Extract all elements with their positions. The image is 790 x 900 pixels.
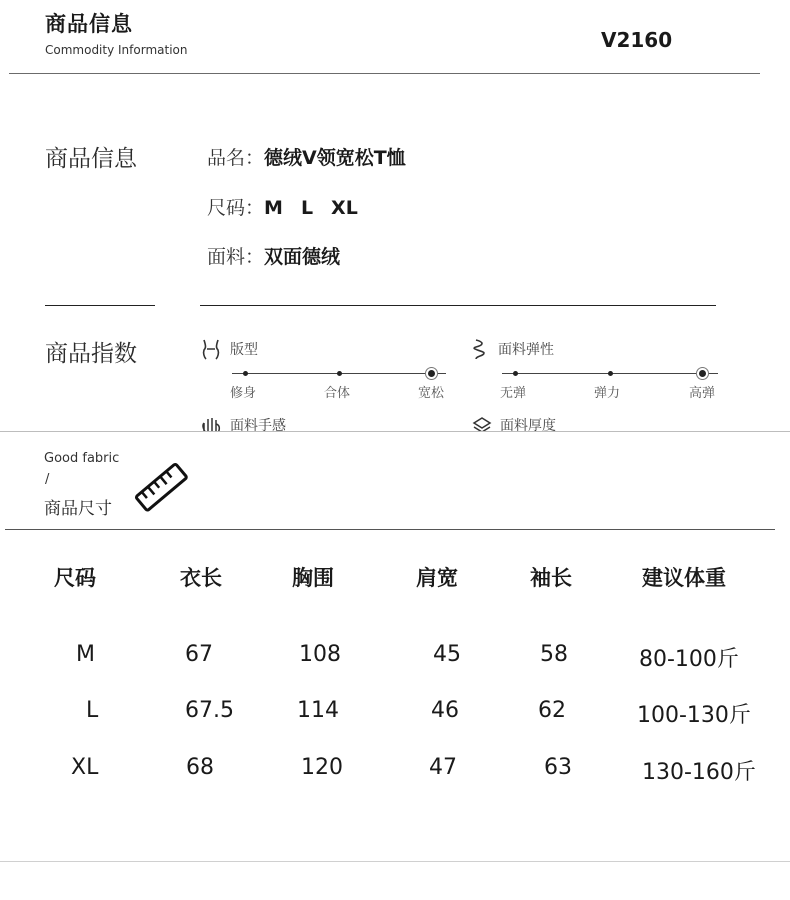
section-divider-left bbox=[45, 305, 155, 306]
table-cell: 68 bbox=[186, 755, 214, 780]
fit-tick: 宽松 bbox=[418, 386, 445, 401]
spring-icon bbox=[470, 338, 490, 360]
table-bottom-rule bbox=[0, 861, 790, 862]
table-cell: 130-160斤 bbox=[642, 760, 756, 785]
elasticity-scale-selected-dot bbox=[699, 370, 706, 377]
header-title: 商品信息 bbox=[45, 12, 133, 36]
fabric-value: 双面德绒 bbox=[264, 246, 341, 268]
table-cell: 62 bbox=[538, 698, 566, 723]
table-cell: 46 bbox=[431, 698, 459, 723]
table-cell: 108 bbox=[299, 642, 341, 667]
table-cell: 67 bbox=[185, 642, 213, 667]
table-cell: L bbox=[86, 698, 99, 723]
info-row-fabric bbox=[207, 242, 340, 269]
thickness-title: 面料厚度 bbox=[500, 418, 556, 431]
info-key: 面料： bbox=[207, 246, 265, 268]
table-cell: 58 bbox=[540, 642, 568, 667]
elasticity-tick: 弹力 bbox=[594, 386, 621, 401]
table-header: 胸围 bbox=[292, 566, 334, 590]
table-header: 建议体重 bbox=[642, 566, 726, 590]
section-divider-full bbox=[0, 431, 790, 432]
index-section-label: 商品指数 bbox=[45, 341, 137, 367]
size-section-title: 商品尺寸 bbox=[44, 499, 112, 519]
layers-icon bbox=[472, 416, 492, 431]
info-key: 品名： bbox=[207, 147, 265, 169]
table-cell: 63 bbox=[544, 755, 572, 780]
info-row-name bbox=[207, 143, 406, 170]
table-header: 尺码 bbox=[54, 566, 96, 590]
table-cell: 47 bbox=[429, 755, 457, 780]
elasticity-tick: 高弹 bbox=[689, 386, 716, 401]
fit-scale-dot bbox=[337, 371, 342, 376]
elasticity-scale-dot bbox=[608, 371, 613, 376]
table-cell: 100-130斤 bbox=[637, 703, 751, 728]
table-header: 肩宽 bbox=[416, 566, 458, 590]
info-row-size bbox=[207, 193, 376, 220]
body-shape-icon bbox=[200, 338, 222, 360]
table-cell: 120 bbox=[301, 755, 343, 780]
info-key: 尺码： bbox=[207, 197, 265, 219]
fit-heading bbox=[200, 338, 258, 360]
fit-tick: 修身 bbox=[230, 386, 257, 401]
fit-title: 版型 bbox=[230, 342, 258, 358]
product-name: 德绒V领宽松T恤 bbox=[264, 147, 406, 169]
table-cell: XL bbox=[71, 755, 99, 780]
good-fabric-label: Good fabric bbox=[44, 451, 120, 466]
table-cell: 67.5 bbox=[185, 698, 234, 723]
hand-icon bbox=[200, 415, 222, 431]
feel-title: 面料手感 bbox=[230, 418, 286, 431]
fit-tick: 合体 bbox=[324, 386, 351, 401]
size-option: L bbox=[300, 197, 314, 219]
elasticity-tick: 无弹 bbox=[500, 386, 527, 401]
header-subtitle: Commodity Information bbox=[45, 43, 188, 57]
elasticity-scale-dot bbox=[513, 371, 518, 376]
fit-scale-selected-dot bbox=[428, 370, 435, 377]
size-option: M bbox=[264, 197, 283, 219]
table-top-rule bbox=[5, 529, 775, 530]
elasticity-heading bbox=[470, 338, 554, 360]
table-cell: 45 bbox=[433, 642, 461, 667]
table-header: 衣长 bbox=[180, 566, 222, 590]
table-cell: 114 bbox=[297, 698, 339, 723]
fit-scale-dot bbox=[243, 371, 248, 376]
index-cutoff-row bbox=[0, 413, 790, 431]
table-cell: 80-100斤 bbox=[639, 647, 739, 672]
section-divider-right bbox=[200, 305, 716, 306]
size-options bbox=[264, 197, 376, 219]
table-cell: M bbox=[76, 642, 95, 667]
elasticity-title: 面料弹性 bbox=[498, 342, 554, 358]
feel-heading bbox=[200, 415, 286, 431]
header-divider bbox=[9, 73, 760, 74]
ruler-icon bbox=[132, 458, 192, 518]
product-code: V2160 bbox=[601, 28, 673, 52]
table-header: 袖长 bbox=[530, 566, 572, 590]
size-option: XL bbox=[331, 197, 358, 219]
info-section-label: 商品信息 bbox=[45, 146, 137, 172]
thickness-heading bbox=[472, 415, 556, 431]
label-slash: / bbox=[45, 472, 50, 487]
